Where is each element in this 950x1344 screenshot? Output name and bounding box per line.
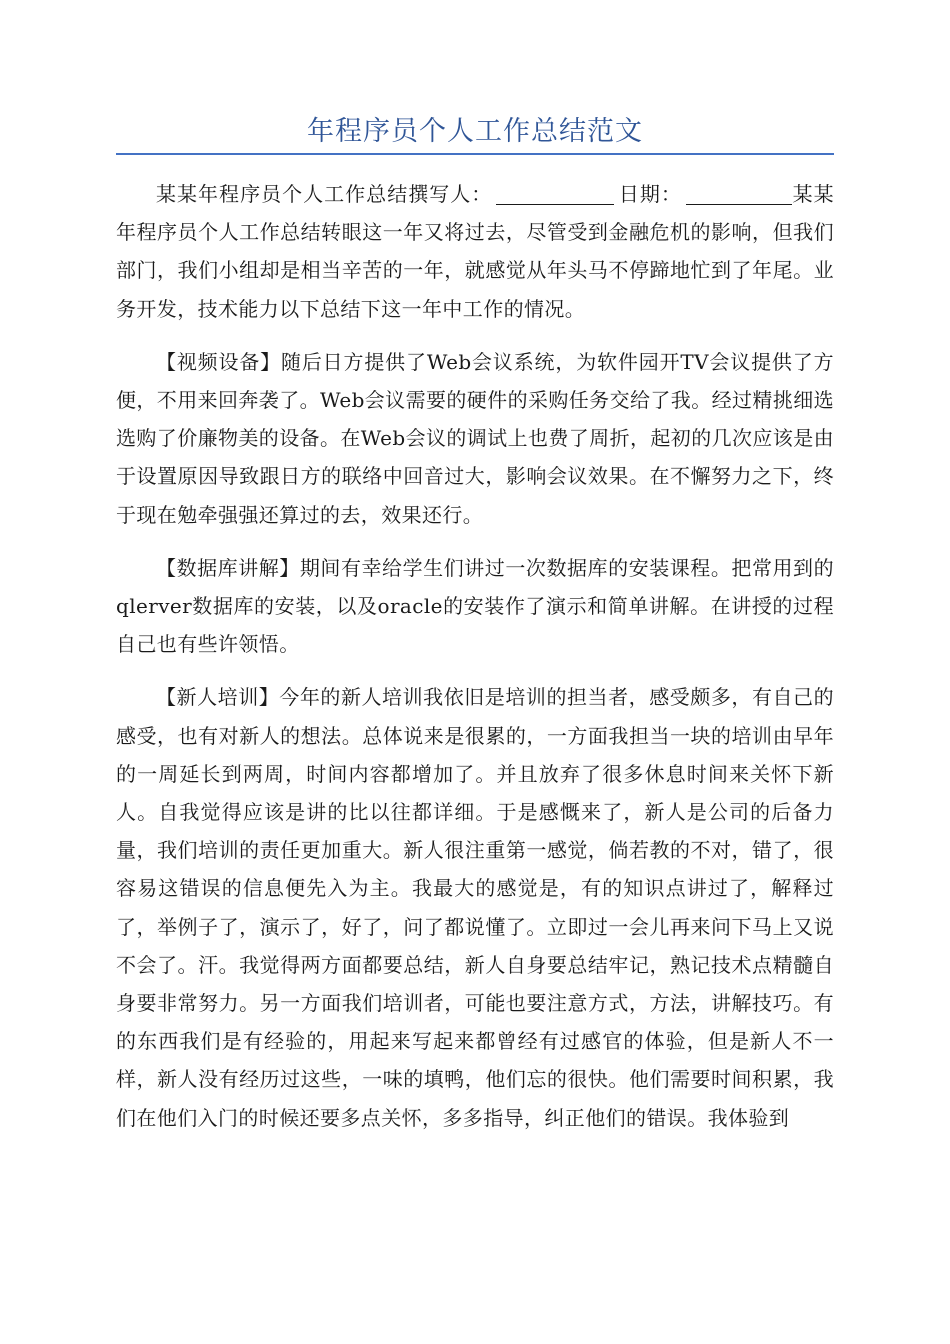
intro-paragraph bbox=[116, 175, 834, 328]
intro-text: 某某年程序员个人工作总结转眼这一年又将过去，尽管受到金融危机的影响，但我们部门，我们小组却是相当辛苦的一年，就感觉从年头马不停蹄地忙到了年尾。业务开发，技术能力以下总结下这一年中工作的情况。 bbox=[116, 182, 834, 321]
document-body bbox=[116, 175, 834, 1152]
new-staff-training-paragraph: 【新人培训】今年的新人培训我依旧是培训的担当者，感受颇多，有自己的感受，也有对新人的想法。总体说来是很累的，一方面我担当一块的培训由早年的一周延长到两周，时间内容都增加了。并且放弃了很多休息时间来关怀下新人。自我觉得应该是讲的比以往都详细。于是感慨来了，新人是公司的后备力量，我们培训的责任更加重大。新人很注重第一感觉，倘若教的不对，错了，很容易这错误的信息便先入为主。我最大的感觉是，有的知识点讲过了，解释过了，举例子了，演示了，好了，问了都说懂了。立即过一会儿再来问下马上又说不会了。汗。我觉得两方面都要总结，新人自身要总结牢记，熟记技术点精髓自身要非常努力。另一方面我们培训者，可能也要注意方式，方法，讲解技巧。有的东西我们是有经验的，用起来写起来都曾经有过感官的体验，但是新人不一样，新人没有经历过这些，一味的填鸭，他们忘的很快。他们需要时间积累，我们在他们入门的时候还要多点关怀，多多指导，纠正他们的错误。我体验到 bbox=[116, 685, 834, 1130]
author-label: 某某年程序员个人工作总结撰写人： bbox=[156, 182, 493, 206]
date-label: 日期： bbox=[618, 182, 682, 206]
date-blank bbox=[686, 182, 792, 205]
author-blank bbox=[496, 182, 614, 205]
document-title: 年程序员个人工作总结范文 bbox=[307, 116, 643, 147]
database-lecture-paragraph: 【数据库讲解】期间有幸给学生们讲过一次数据库的安装课程。把常用到的qlerver数据库的安装，以及oracle的安装作了演示和简单讲解。在讲授的过程自己也有些许领悟。 bbox=[116, 555, 834, 657]
video-equipment-paragraph: 【视频设备】随后日方提供了Web会议系统，为软件园开TV会议提供了方便，不用来回奔袭了。Web会议需要的硬件的采购任务交给了我。经过精挑细选选购了价廉物美的设备。在Web会议的调试上也费了周折，起初的几次应该是由于设置原因导致跟日方的联络中回音过大，影响会议效果。在不懈努力之下，终于现在勉牵强强还算过的去，效果还行。 bbox=[116, 349, 834, 527]
title-underline bbox=[116, 153, 834, 155]
